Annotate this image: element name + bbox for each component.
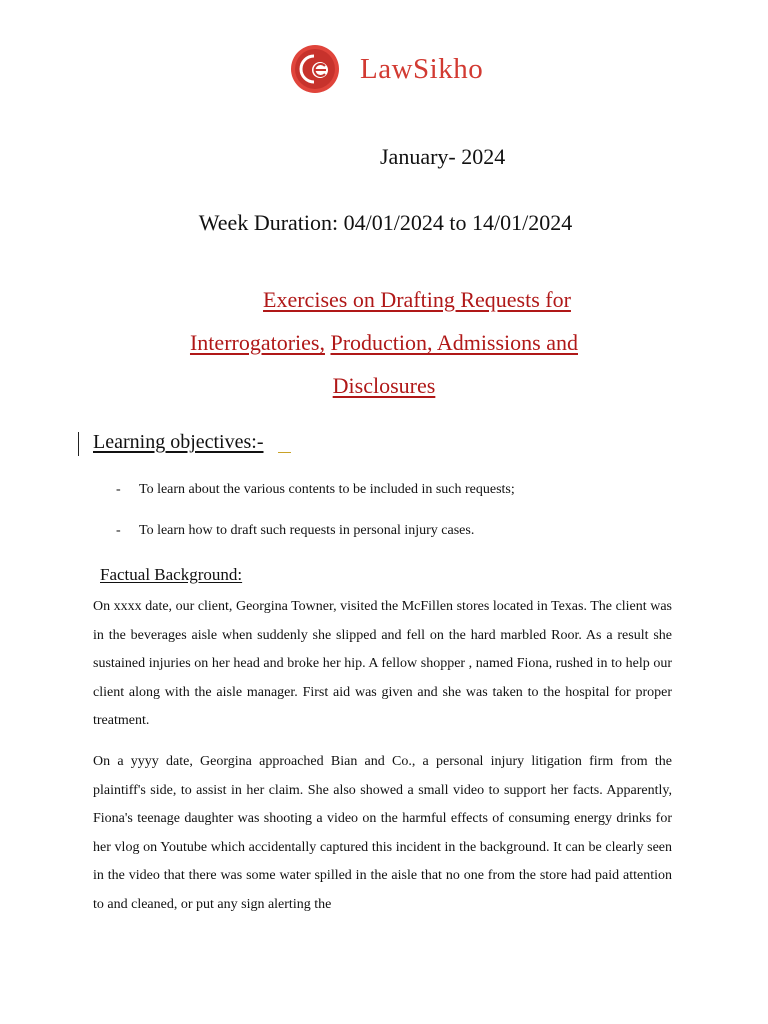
learning-objectives-heading: Learning objectives:- <box>93 431 264 453</box>
bullet-dash: - <box>116 482 121 497</box>
list-item <box>116 523 515 564</box>
list-item-text: To learn about the various contents to be included in such requests; <box>139 482 515 497</box>
background-paragraph-2: On a yyyy date, Georgina approached Bian and Co., a personal injury litigation firm from the plaintiff's side, to assist in her claim. She also showed a small video to support her facts. Apparently, Fiona's teenage daughter was shooting a video on the harmful effects of consuming energy drinks for her vlog on Youtube which accidentally captured this incident in the background. It can be clearly seen in the video that there was some water spilled in the aisle that no one from the store had paid attention to and cleaned, or put any sign alerting the <box>93 754 672 912</box>
list-item-text: To learn how to draft such requests in personal injury cases. <box>139 523 475 538</box>
exercise-title <box>0 278 768 407</box>
week-duration: Week Duration: 04/01/2024 to 14/01/2024 <box>198 210 573 235</box>
title-line-1: Exercises on Drafting Requests for <box>263 287 571 312</box>
list-item <box>116 482 515 523</box>
month-heading: January- 2024 <box>380 144 506 169</box>
heading-underline-tail <box>278 452 291 453</box>
logo-wordmark: LawSikho <box>360 52 484 85</box>
title-line-2b: Production, Admissions and <box>330 330 578 355</box>
lawsikho-logo <box>290 44 483 94</box>
lawsikho-logo-icon <box>290 44 340 94</box>
title-line-3: Disclosures <box>332 373 436 398</box>
factual-background-heading: Factual Background: <box>100 565 243 584</box>
learning-objectives-list <box>116 482 515 564</box>
text-cursor <box>78 432 79 456</box>
background-paragraph-1: On xxxx date, our client, Georgina Towner, visited the McFillen stores located in Texas. The client was in the beverages aisle when suddenly she slipped and fell on the hard marbled Roor. As a result she sustained injuries on her head and broke her hip. A fellow shopper , named Fiona, rushed in to help our client along with the aisle manager. First aid was given and she was taken to the hospital for proper treatment. <box>93 599 672 729</box>
title-line-2a: Interrogatories, <box>189 330 325 355</box>
bullet-dash: - <box>116 523 121 538</box>
